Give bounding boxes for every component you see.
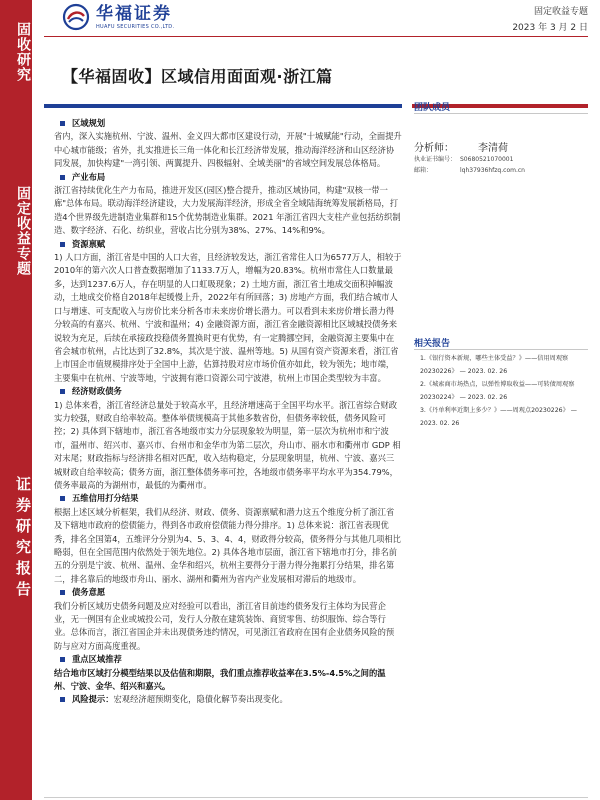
header-meta [512,4,588,36]
related-divider [414,349,588,350]
section-heading: 五维信用打分结果 [54,492,402,505]
section-paragraph: 我们分析区域历史债务问题及应对经验可以看出，浙江省目前违约债务发行主体均为民营企业，无一例国有企业或城投公司，发行人分散在建筑装饰、商贸零售、纺织服饰、综合等行业。总体而言，浙江省国企并未出现债务违约情况，可见浙江省政府在国有企业债务风险的预防与应对方面高度重视。 [54,600,395,651]
logo-en-text: HUAFU SECURITIES CO.,LTD. [96,23,175,30]
license-row [414,155,513,164]
report-summary [54,117,402,707]
section-paragraph: 根据上述区域分析框架，我们从经济、财政、债务、资源禀赋和潜力这五个维度分析了浙江省及下辖地市政府的偿债能力，得到各市政府偿债能力得分排序。1) 总体来说：浙江省表现优秀，排名全国第4，五维评分分别为4、5、3、4、4，财政得分较高，债务得分与其他几项相比略弱，但在全国范围内依然处于领先地位。2) 具体各地市层面，浙江省下辖地市打分，排名前五的分别是宁波、杭州、温州、金华和绍兴，杭州主要得分于潜力得分拖累打分结果，排名第二，排名靠后的地级市舟山、丽水、湖州和衢州为省内产业发展相对滞后的地级市。 [54,506,401,584]
header-divider [44,36,588,37]
analyst-row [414,139,508,154]
section-paragraph: 结合地市区域打分模型结果以及估值和期限，我们重点推荐收益率在3.5%-4.5%之间的温州、宁波、金华、绍兴和嘉兴。 [54,667,386,692]
related-reports-list [420,352,586,430]
section-heading: 产业布局 [54,171,402,184]
analyst-name: 李清荷 [478,143,508,154]
related-reports-title: 相关报告 [414,339,451,349]
related-report-link[interactable]: 1.《银行资本新规，哪些主体受益？》——信用周观察 20230226》 — 2023. 02. 26 [420,355,569,375]
bullet-square-icon [60,121,65,126]
logo-emblem-icon [62,3,90,31]
bullet-square-icon [60,697,65,702]
section-heading: 资源禀赋 [54,238,402,251]
license-label: 执业证书编号： [414,156,457,163]
section-paragraph: 1) 总体来看，浙江省经济总量处于较高水平，且经济增速高于全国平均水平。浙江省综合财政实力较强，财政自给率较高。整体举债规模高于其他多数省份，但债务率较低，债务风险可控；2) 具体到下辖地市，浙江省各地级市实力分层现象较为明显，第一层次为杭州市和宁波市，温州市、绍兴市、嘉兴市、台州市和金华市为第二层次，舟山市、丽水市和衢州市 GDP 相对末尾；财政指标与经济排名相对匹配，收入结构稳定，分层现象明显，杭州、宁波、嘉兴三城财政自给率较高；债务方面，浙江整体债务率可控，各地级市债务率平均水平为354.79%，债务率最高的为湖州市，最低的为衢州市。 [54,399,401,490]
email-address[interactable]: lqh37936hfzq.com.cn [460,167,525,174]
section-heading: 经济财政债务 [54,385,402,398]
section-heading: 重点区域推荐 [54,653,402,666]
report-date: 2023 年 3 月 2 日 [512,23,588,33]
section-paragraph: 浙江省持续优化生产力布局，推进开发区(园区)整合提升，推动区域协同，构建"双核一带一廊"总体布局。联动海洋经济建设，大力发展海洋经济，形成全省全域陆海统筹发展新格局，打造4个世界级先进制造业集群和15个优势制造业集群。2021 年浙江省四大支柱产业包括纺织制造、数字经济、石化、纺织业，营收占比分别为38%、27%、14%和9%。 [54,185,401,236]
sidebar-label-mid: 固定收益专题 [15,186,31,276]
bullet-square-icon [60,175,65,180]
bullet-square-icon [60,590,65,595]
brand-logo [62,3,174,31]
team-divider [414,113,588,114]
risk-warning: 风险提示：宏观经济超预期变化，隐債化解节奏出现变化。 [54,693,402,706]
bullet-square-icon [60,657,65,662]
report-category: 固定收益专题 [533,7,588,17]
bullet-square-icon [60,242,65,247]
section-bar-main [44,104,402,108]
section-paragraph: 1) 人口方面，浙江省是中国的人口大省，且经济较发达，浙江省常住人口为6577万人，相较于2010年的第六次人口普查数据增加了1133.7万人，增幅为20.83%。杭州市常住人口数量最多，达到1237.6万人，存在明显的人口虹吸现象；2) 土地方面，浙江省土地成交面积掉幅波动，土地成交价格自2018年起缓慢上升，2022年有所回落；3) 房地产方面，我们结合城市人口与增速、可支配收入与房价比来分析各市未来房价增长潜力。可以看到未来房价增长潜力得分较高的有嘉兴、杭州、宁波和温州；4) 金融资源方面，浙江省金融资源相比区域城投债务来说较为充足，后续在承接政投稳债务置换时更有优势，有一定腾挪空间，金融资源主要集中在省会城市杭州，占比达到了32.8%，其次是宁波、温州等地。5) 从国有资产资源来看，浙江省上市国企市值规模排序处于全国中上游，估算持股对应市场价值亦如此，较为领先；地市端，主要集中在杭州、宁波等地，宁波拥有港口资源公司宁波港，杭州上市国企类型较为丰富。 [54,252,402,383]
analyst-label: 分析师： [414,143,454,154]
team-title: 团队成员 [414,103,451,113]
email-row [414,166,525,175]
sidebar-label-top: 固收研究 [15,22,31,82]
related-report-link[interactable]: 2.《城索商市场热点，以弹性博取收益——可转债周观察 20230224》 — 2023. 02. 26 [420,381,575,401]
logo-cn-text: 华福证券 [96,3,172,24]
footer-divider [44,797,588,798]
email-label: 邮箱： [414,167,433,174]
related-report-link[interactable]: 3.《丹单利率近期上多少？》——周观点20230226》 — 2023. 02. 26 [420,407,577,427]
section-heading: 区域规划 [54,117,402,130]
section-heading: 债务意愿 [54,586,402,599]
license-number: S0680521070001 [460,156,514,163]
side-band [0,0,32,800]
bullet-square-icon [60,389,65,394]
page-title: 【华福固收】区域信用面面观·浙江篇 [62,67,333,86]
sidebar-label-bottom: 证券研究报告 [14,476,32,602]
bullet-square-icon [60,496,65,501]
section-paragraph: 省内，深入实施杭州、宁波、温州、金义四大都市区建设行动，开展"十城赋能"行动，全面提升中心城市能级；省外，扎实推进长三角一体化和长江经济带发展，推动海洋经济和山区经济协同发展，加快构建"一湾引领、两翼提升、四极辐射、全域美丽"的省域空间发展总体格局。 [54,131,402,169]
